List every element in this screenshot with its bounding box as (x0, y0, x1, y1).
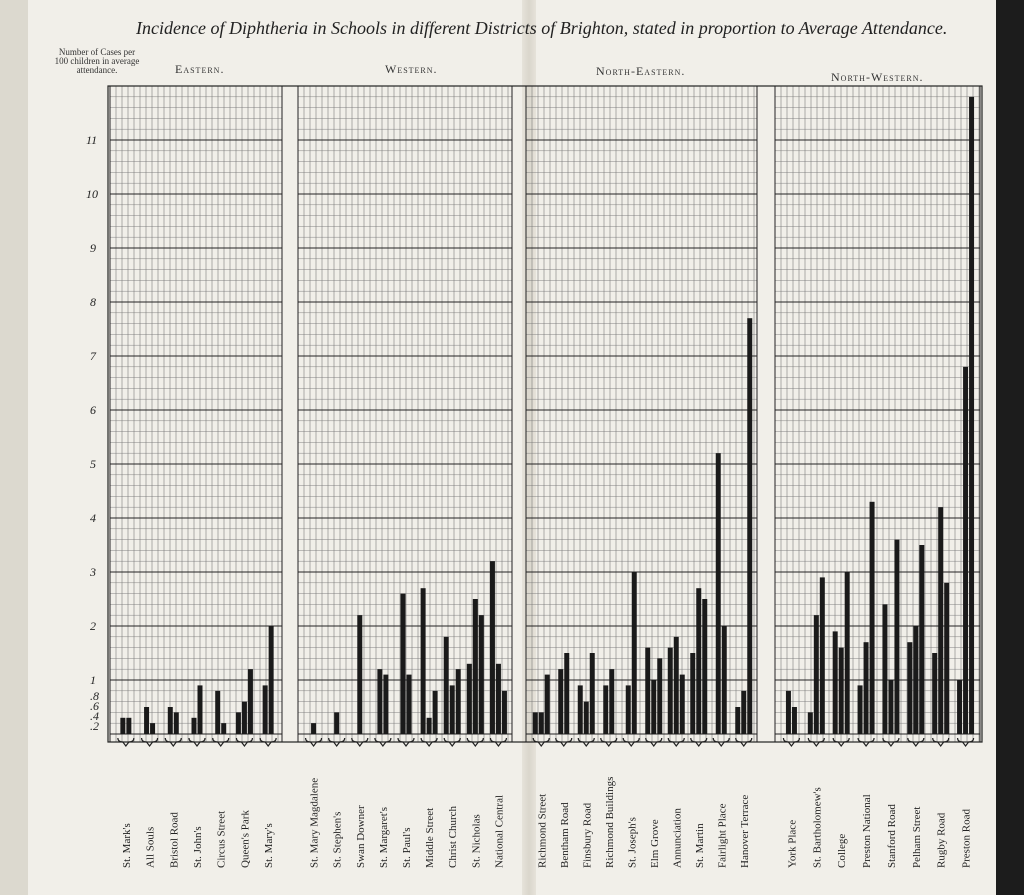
bar (401, 594, 406, 734)
bar (473, 599, 478, 734)
bar (882, 604, 887, 734)
bar (839, 648, 844, 734)
bar (969, 97, 974, 734)
bar (433, 691, 438, 734)
bar (456, 669, 461, 734)
bar (609, 669, 614, 734)
bar (174, 712, 179, 734)
bar (845, 572, 850, 734)
bar (578, 685, 583, 734)
bar (545, 675, 550, 734)
bar (407, 675, 412, 734)
bar (680, 675, 685, 734)
y-tick-label: 11 (86, 133, 98, 147)
x-category-label: Fairlight Place (716, 803, 729, 868)
x-category-label: Swan Downer (354, 805, 367, 868)
x-category-label: Richmond Street (536, 793, 549, 868)
y-tick-label: 4 (90, 511, 96, 525)
bar (502, 691, 507, 734)
x-category-label: Finsbury Road (581, 802, 594, 868)
bar (632, 572, 637, 734)
bar (444, 637, 449, 734)
x-category-label: St. Martin (693, 823, 706, 868)
bar (894, 540, 899, 734)
bar (311, 723, 316, 734)
bar (269, 626, 274, 734)
bar (938, 507, 943, 734)
bar (792, 707, 797, 734)
bar (919, 545, 924, 734)
bar (716, 453, 721, 734)
bar (735, 707, 740, 734)
x-category-label: Preston Road (960, 809, 973, 868)
bar (192, 718, 197, 734)
grid-panel (775, 86, 980, 742)
bar (668, 648, 673, 734)
bar (539, 712, 544, 734)
bar (221, 723, 226, 734)
bar (820, 577, 825, 734)
bar (334, 712, 339, 734)
x-category-label: Bristol Road (168, 812, 181, 868)
x-category-label: All Souls (144, 826, 157, 868)
bar (833, 631, 838, 734)
bar (357, 615, 362, 734)
bar (236, 712, 241, 734)
bar (657, 658, 662, 734)
bar (747, 318, 752, 734)
bar (584, 702, 589, 734)
y-tick-label: 1 (90, 673, 96, 687)
x-category-label: Stanford Road (885, 804, 898, 868)
bar (722, 626, 727, 734)
x-category-label: St. Nicholas (470, 814, 483, 868)
bar (120, 718, 125, 734)
y-axis-label: Number of Cases per 100 children in average attendance. (54, 47, 140, 75)
bar (913, 626, 918, 734)
district-label-north-western: North-Western. (831, 70, 924, 84)
bar (741, 691, 746, 734)
x-category-label: Preston National (861, 794, 874, 868)
x-category-label: Christ Church (447, 805, 460, 868)
bar (858, 685, 863, 734)
bar (864, 642, 869, 734)
x-category-label: Richmond Buildings (603, 776, 616, 868)
bar (496, 664, 501, 734)
y-tick-label: .2 (90, 719, 99, 733)
bar (248, 669, 253, 734)
bar (963, 367, 968, 734)
x-category-label: Annunciation (671, 808, 684, 868)
plot-frame (108, 86, 982, 742)
bar (702, 599, 707, 734)
x-category-label: St. Paul's (401, 827, 413, 868)
grid-panel (110, 86, 282, 742)
bar (383, 675, 388, 734)
x-category-label: Elm Grove (648, 819, 661, 868)
x-category-label: Pelham Street (910, 806, 923, 868)
bar (626, 685, 631, 734)
bar (558, 669, 563, 734)
bar (651, 680, 656, 734)
district-label-western: Western. (385, 62, 438, 76)
bar (533, 712, 538, 734)
x-category-label: York Place (786, 819, 799, 868)
x-category-label: College (836, 833, 849, 868)
bar (674, 637, 679, 734)
bar (377, 669, 382, 734)
x-category-label: St. Stephen's (331, 811, 344, 868)
x-category-label: St. Joseph's (626, 817, 639, 868)
y-tick-label: 5 (90, 457, 96, 471)
bar (150, 723, 155, 734)
bar (932, 653, 937, 734)
bar (957, 680, 962, 734)
bar (888, 680, 893, 734)
y-tick-label: 3 (90, 565, 96, 579)
y-tick-label: 7 (90, 349, 96, 363)
bar (564, 653, 569, 734)
bar (242, 702, 247, 734)
x-category-label: St. John's (192, 826, 204, 868)
y-tick-label: .8 (90, 689, 99, 703)
bar (263, 685, 268, 734)
bar (690, 653, 695, 734)
x-category-label: Hanover Terrace (738, 794, 751, 868)
district-label-north-eastern: North-Eastern. (596, 64, 686, 78)
bar (786, 691, 791, 734)
bar (467, 664, 472, 734)
bar (870, 502, 875, 734)
y-tick-label: 9 (90, 241, 96, 255)
bar (814, 615, 819, 734)
bar (645, 648, 650, 734)
x-category-label: St. Mary's (263, 823, 276, 868)
bar (603, 685, 608, 734)
bar (907, 642, 912, 734)
x-category-label: National Central (493, 794, 506, 868)
bar (198, 685, 203, 734)
x-category-label: Circus Street (215, 810, 228, 868)
bar (215, 691, 220, 734)
bar (427, 718, 432, 734)
y-tick-label: 10 (86, 187, 98, 201)
bar (944, 583, 949, 734)
y-tick-label: 6 (90, 403, 96, 417)
x-category-label: Bentham Road (558, 802, 571, 868)
bar (450, 685, 455, 734)
chart-title: Incidence of Diphtheria in Schools in different Districts of Brighton, stated in proportion to Average Attendance. (136, 18, 948, 38)
bar (490, 561, 495, 734)
bar (421, 588, 426, 734)
bar (126, 718, 131, 734)
bar (144, 707, 149, 734)
bar (696, 588, 701, 734)
x-category-label: St. Mary Magdalene (308, 777, 321, 868)
y-tick-label: 8 (90, 295, 96, 309)
y-tick-label: .6 (90, 699, 99, 713)
x-category-label: Queen's Park (239, 810, 252, 868)
y-tick-label: .4 (90, 709, 99, 723)
bar (590, 653, 595, 734)
district-label-eastern: Eastern. (175, 62, 225, 76)
bar (808, 712, 813, 734)
x-category-label: Rugby Road (935, 812, 948, 868)
bar (479, 615, 484, 734)
x-category-label: St. Margaret's (377, 806, 390, 868)
x-category-label: St. Bartholomew's (811, 787, 824, 868)
y-tick-label: 2 (90, 619, 96, 633)
x-category-label: Middle Street (424, 807, 437, 868)
bar (168, 707, 173, 734)
x-category-label: St. Mark's (120, 823, 133, 868)
